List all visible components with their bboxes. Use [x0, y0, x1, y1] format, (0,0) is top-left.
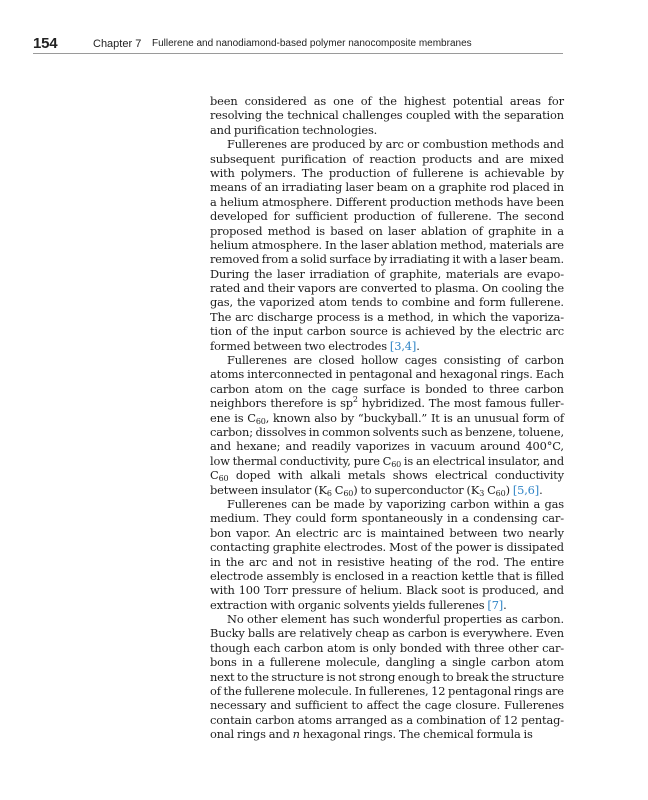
text-line: helium atmosphere. In the laser ablation method, materials are	[210, 237, 564, 252]
text-line: During the laser irradiation of graphite, materials are evapo-	[210, 266, 564, 281]
chapter-title: Fullerene and nanodiamond-based polymer nanocomposite membranes	[152, 38, 472, 49]
text-line: though each carbon atom is only bonded with three other car-	[210, 640, 564, 655]
text-line: low thermal conductivity, pure $C_{60}$ is an electrical insulator, and	[210, 453, 564, 469]
text-line: extraction with organic solvents yields fullerenes [7].	[210, 597, 507, 612]
text-line: in the arc and not in resistive heating of the rod. The entire	[210, 554, 564, 569]
text-line: means of an irradiating laser beam on a graphite rod placed in	[210, 180, 564, 195]
text-line: contacting graphite electrodes. Most of the power is dissipated	[210, 540, 564, 555]
text-line: between insulator ($K_6$ $C_{60}$) to superconductor ($K_3$ $C_{60}$) [5,6].	[210, 482, 543, 498]
text-line: with polymers. The production of fullerene is achievable by	[210, 165, 564, 180]
citation[interactable]: [7]	[487, 597, 504, 612]
text-line: Bucky balls are relatively cheap as carbon is everywhere. Even	[210, 626, 564, 641]
text-line: The arc discharge process is a method, in which the vaporiza-	[210, 309, 564, 324]
running-header	[33, 35, 563, 54]
text-line: carbon atom on the cage surface is bonded to three carbon	[210, 381, 564, 396]
chapter-label: Chapter 7	[93, 38, 142, 50]
text-line: gas, the vaporized atom tends to combine and form fullerene.	[210, 295, 564, 310]
text-line: Fullerenes are produced by arc or combustion methods and	[227, 137, 564, 152]
text-line: proposed method is based on laser ablation of graphite in a	[210, 223, 564, 238]
text-line: bon vapor. An electric arc is maintained between two nearly	[210, 525, 564, 540]
text-line: rated and their vapors are converted to plasma. On cooling the	[210, 281, 564, 296]
text-line: neighbors therefore is $sp^2$ hybridized. The most famous fuller-	[210, 395, 564, 411]
text-line: of the fullerene molecule. In fullerenes, 12 pentagonal rings are	[210, 684, 564, 699]
text-line: and hexane; and readily vaporizes in vacuum around 400°C,	[210, 439, 564, 454]
text-line: removed from a solid surface by irradiating it with a laser beam.	[210, 252, 564, 267]
citation[interactable]: [3,4]	[389, 338, 417, 353]
text-line: Fullerenes are closed hollow cages consisting of carbon	[227, 353, 564, 368]
text-line: resolving the technical challenges coupled with the separation	[210, 108, 564, 123]
text-line: formed between two electrodes [3,4].	[210, 338, 420, 353]
text-line: onal rings and n hexagonal rings. The chemical formula is	[210, 727, 533, 742]
text-line: necessary and sufficient to affect the cage closure. Fullerenes	[210, 698, 564, 713]
text-line: been considered as one of the highest potential areas for	[210, 94, 564, 108]
text-line: with 100 Torr pressure of helium. Black soot is produced, and	[210, 583, 564, 598]
text-line: carbon; dissolves in common solvents such as benzene, toluene,	[210, 424, 564, 439]
text-line: electrode assembly is enclosed in a reaction kettle that is filled	[210, 568, 564, 583]
text-line: subsequent purification of reaction products and are mixed	[210, 151, 564, 166]
text-line: bons in a fullerene molecule, dangling a single carbon atom	[210, 655, 564, 670]
text-line: atoms interconnected in pentagonal and hexagonal rings. Each	[210, 367, 564, 382]
text-line: No other element has such wonderful properties as carbon.	[227, 612, 564, 627]
page-number: 154	[33, 35, 58, 52]
citation[interactable]: [5,6]	[512, 482, 540, 497]
text-line: medium. They could form spontaneously in a condensing car-	[210, 511, 564, 526]
text-line: next to the structure is not strong enough to break the structure	[210, 669, 564, 684]
body-text	[210, 94, 564, 742]
text-line: $C_{60}$ doped with alkali metals shows electrical conductivity	[210, 468, 564, 484]
text-line: developed for sufficient production of fullerene. The second	[210, 209, 564, 224]
text-line: and purification technologies.	[210, 122, 378, 137]
text-line: ene is $C_{60}$, known also by “buckyball.” It is an unusual form of	[210, 410, 564, 426]
text-line: Fullerenes can be made by vaporizing carbon within a gas	[227, 496, 564, 511]
text-line: tion of the input carbon source is achieved by the electric arc	[210, 324, 564, 339]
text-line: a helium atmosphere. Different production methods have been	[210, 194, 564, 209]
text-line: contain carbon atoms arranged as a combination of 12 pentag-	[210, 712, 564, 727]
